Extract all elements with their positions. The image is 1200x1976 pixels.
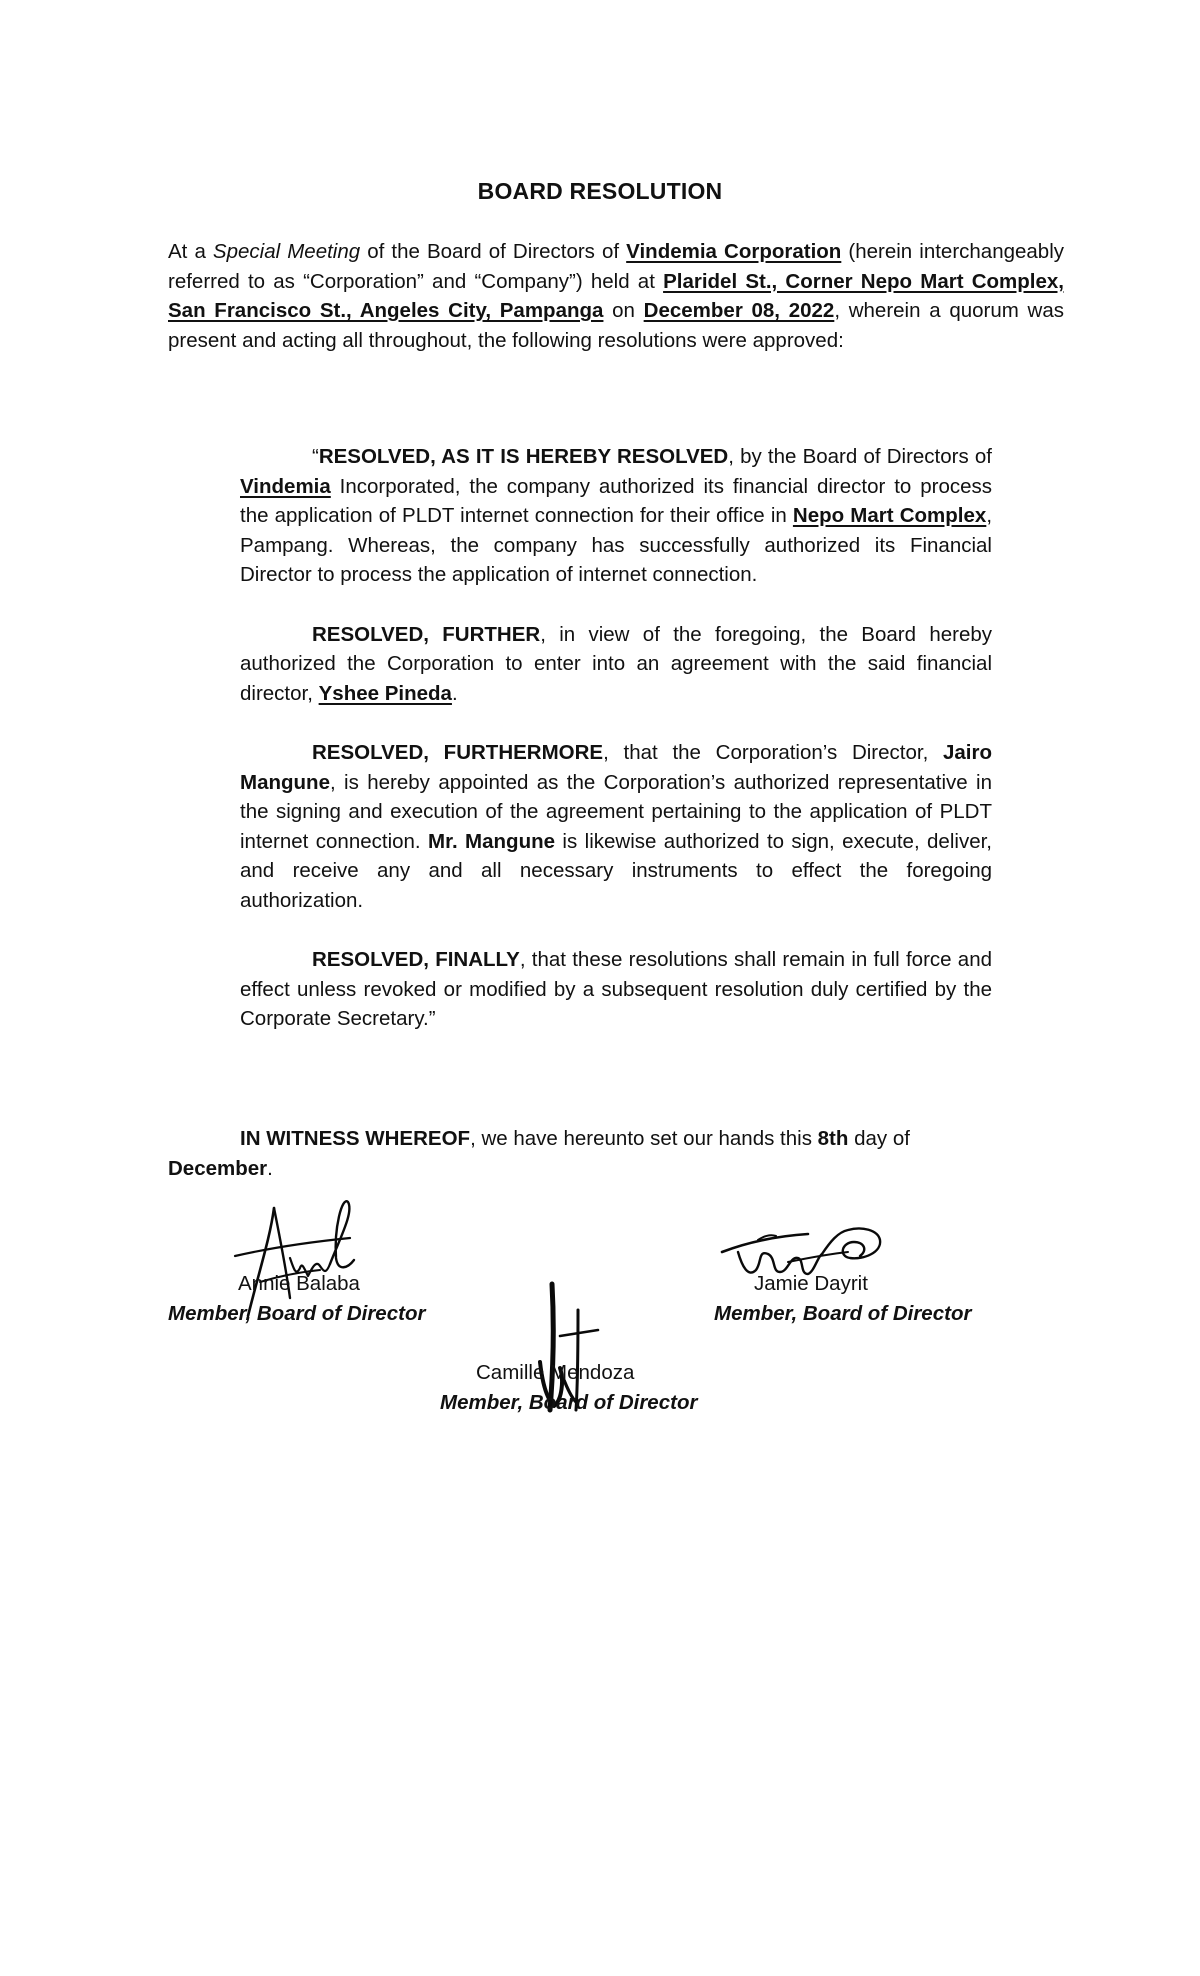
witness-text: day of [848, 1127, 910, 1150]
witness-line [168, 1124, 998, 1154]
resolution-text: , by the Board of Directors of [728, 445, 992, 468]
witness-text: . [267, 1156, 273, 1180]
signatory-3 [440, 1358, 760, 1417]
signatory-role: Member, Board of Director [168, 1301, 426, 1325]
open-quote: “ [312, 445, 319, 468]
resolution-lead: RESOLVED, AS IT IS HEREBY RESOLVED [318, 445, 729, 468]
resolution-text: , is hereby appointed as the Corporation’s authorized representative in the signing and execution of the agreement pertaining to the application of PLDT internet connection. [240, 770, 992, 853]
intro-text: on [603, 299, 644, 322]
resolution-text: Incorporated, the company authorized its financial director to process the application of PLDT internet connection for their office in [240, 474, 992, 527]
corporation-name: Vindemia Corporation [626, 240, 842, 263]
resolution-text: , that the Corporation’s Director, [603, 741, 943, 764]
witness-month: December [168, 1156, 268, 1180]
resolution-1 [240, 442, 992, 590]
financial-director-name: Yshee Pineda [318, 681, 452, 705]
witness-text: , we have hereunto set our hands this [470, 1127, 818, 1150]
signatory-1 [168, 1269, 468, 1328]
signatory-role: Member, Board of Director [440, 1390, 698, 1414]
witness-day: 8th [817, 1127, 849, 1150]
resolution-text: . [451, 681, 458, 705]
signatory-name: Annie Balaba [238, 1272, 360, 1295]
signatory-2 [714, 1269, 1014, 1328]
resolutions-section [240, 442, 992, 1064]
intro-text: , wherein a quorum was present and acting all throughout, the following resolutions were approved: [168, 299, 1064, 352]
meeting-address: Plaridel St., Corner Nepo Mart Complex, San Francisco St., Angeles City, Pampanga [168, 269, 1064, 322]
meeting-type: Special Meeting [212, 240, 361, 263]
signatory-name: Jamie Dayrit [754, 1272, 868, 1295]
signatory-name: Camille Mendoza [476, 1361, 635, 1384]
meeting-date: December 08, 2022 [643, 299, 835, 322]
intro-text: of the Board of Directors of [360, 240, 627, 263]
resolution-text: , Pampang. Whereas, the company has successfully authorized its Financial Director to process the application of internet connection. [240, 504, 993, 586]
resolution-text: , in view of the foregoing, the Board hereby authorized the Corporation to enter into an agreement with the said financial director, [240, 622, 993, 705]
intro-text: At a [168, 240, 213, 263]
witness-clause [168, 1124, 998, 1183]
signatory-role: Member, Board of Director [714, 1301, 972, 1325]
resolution-4 [240, 945, 992, 1034]
resolution-2 [240, 620, 992, 709]
office-location: Nepo Mart Complex [792, 504, 987, 527]
document-title: BOARD RESOLUTION [477, 178, 723, 204]
director-short-name: Mr. Mangune [428, 829, 556, 853]
witness-lead: IN WITNESS WHEREOF [240, 1127, 471, 1150]
resolution-text: , that these resolutions shall remain in full force and effect unless revoked or modified by a subsequent resolution duly certified by the Corporate Secretary.” [240, 948, 992, 1030]
resolution-lead: RESOLVED, FURTHER [312, 622, 541, 646]
resolution-lead: RESOLVED, FURTHERMORE [312, 741, 604, 764]
intro-paragraph [168, 237, 1064, 355]
intro-text: (herein interchangeably referred to as “Corporation” and “Company”) held at [168, 240, 1065, 293]
director-name: Jairo Mangune [240, 741, 992, 794]
company-name: Vindemia [240, 474, 331, 498]
resolution-lead: RESOLVED, FINALLY [312, 948, 520, 971]
resolution-3 [240, 738, 992, 915]
resolution-text: is likewise authorized to sign, execute, deliver, and receive any and all necessary instruments to effect the foregoing authorization. [240, 829, 992, 912]
